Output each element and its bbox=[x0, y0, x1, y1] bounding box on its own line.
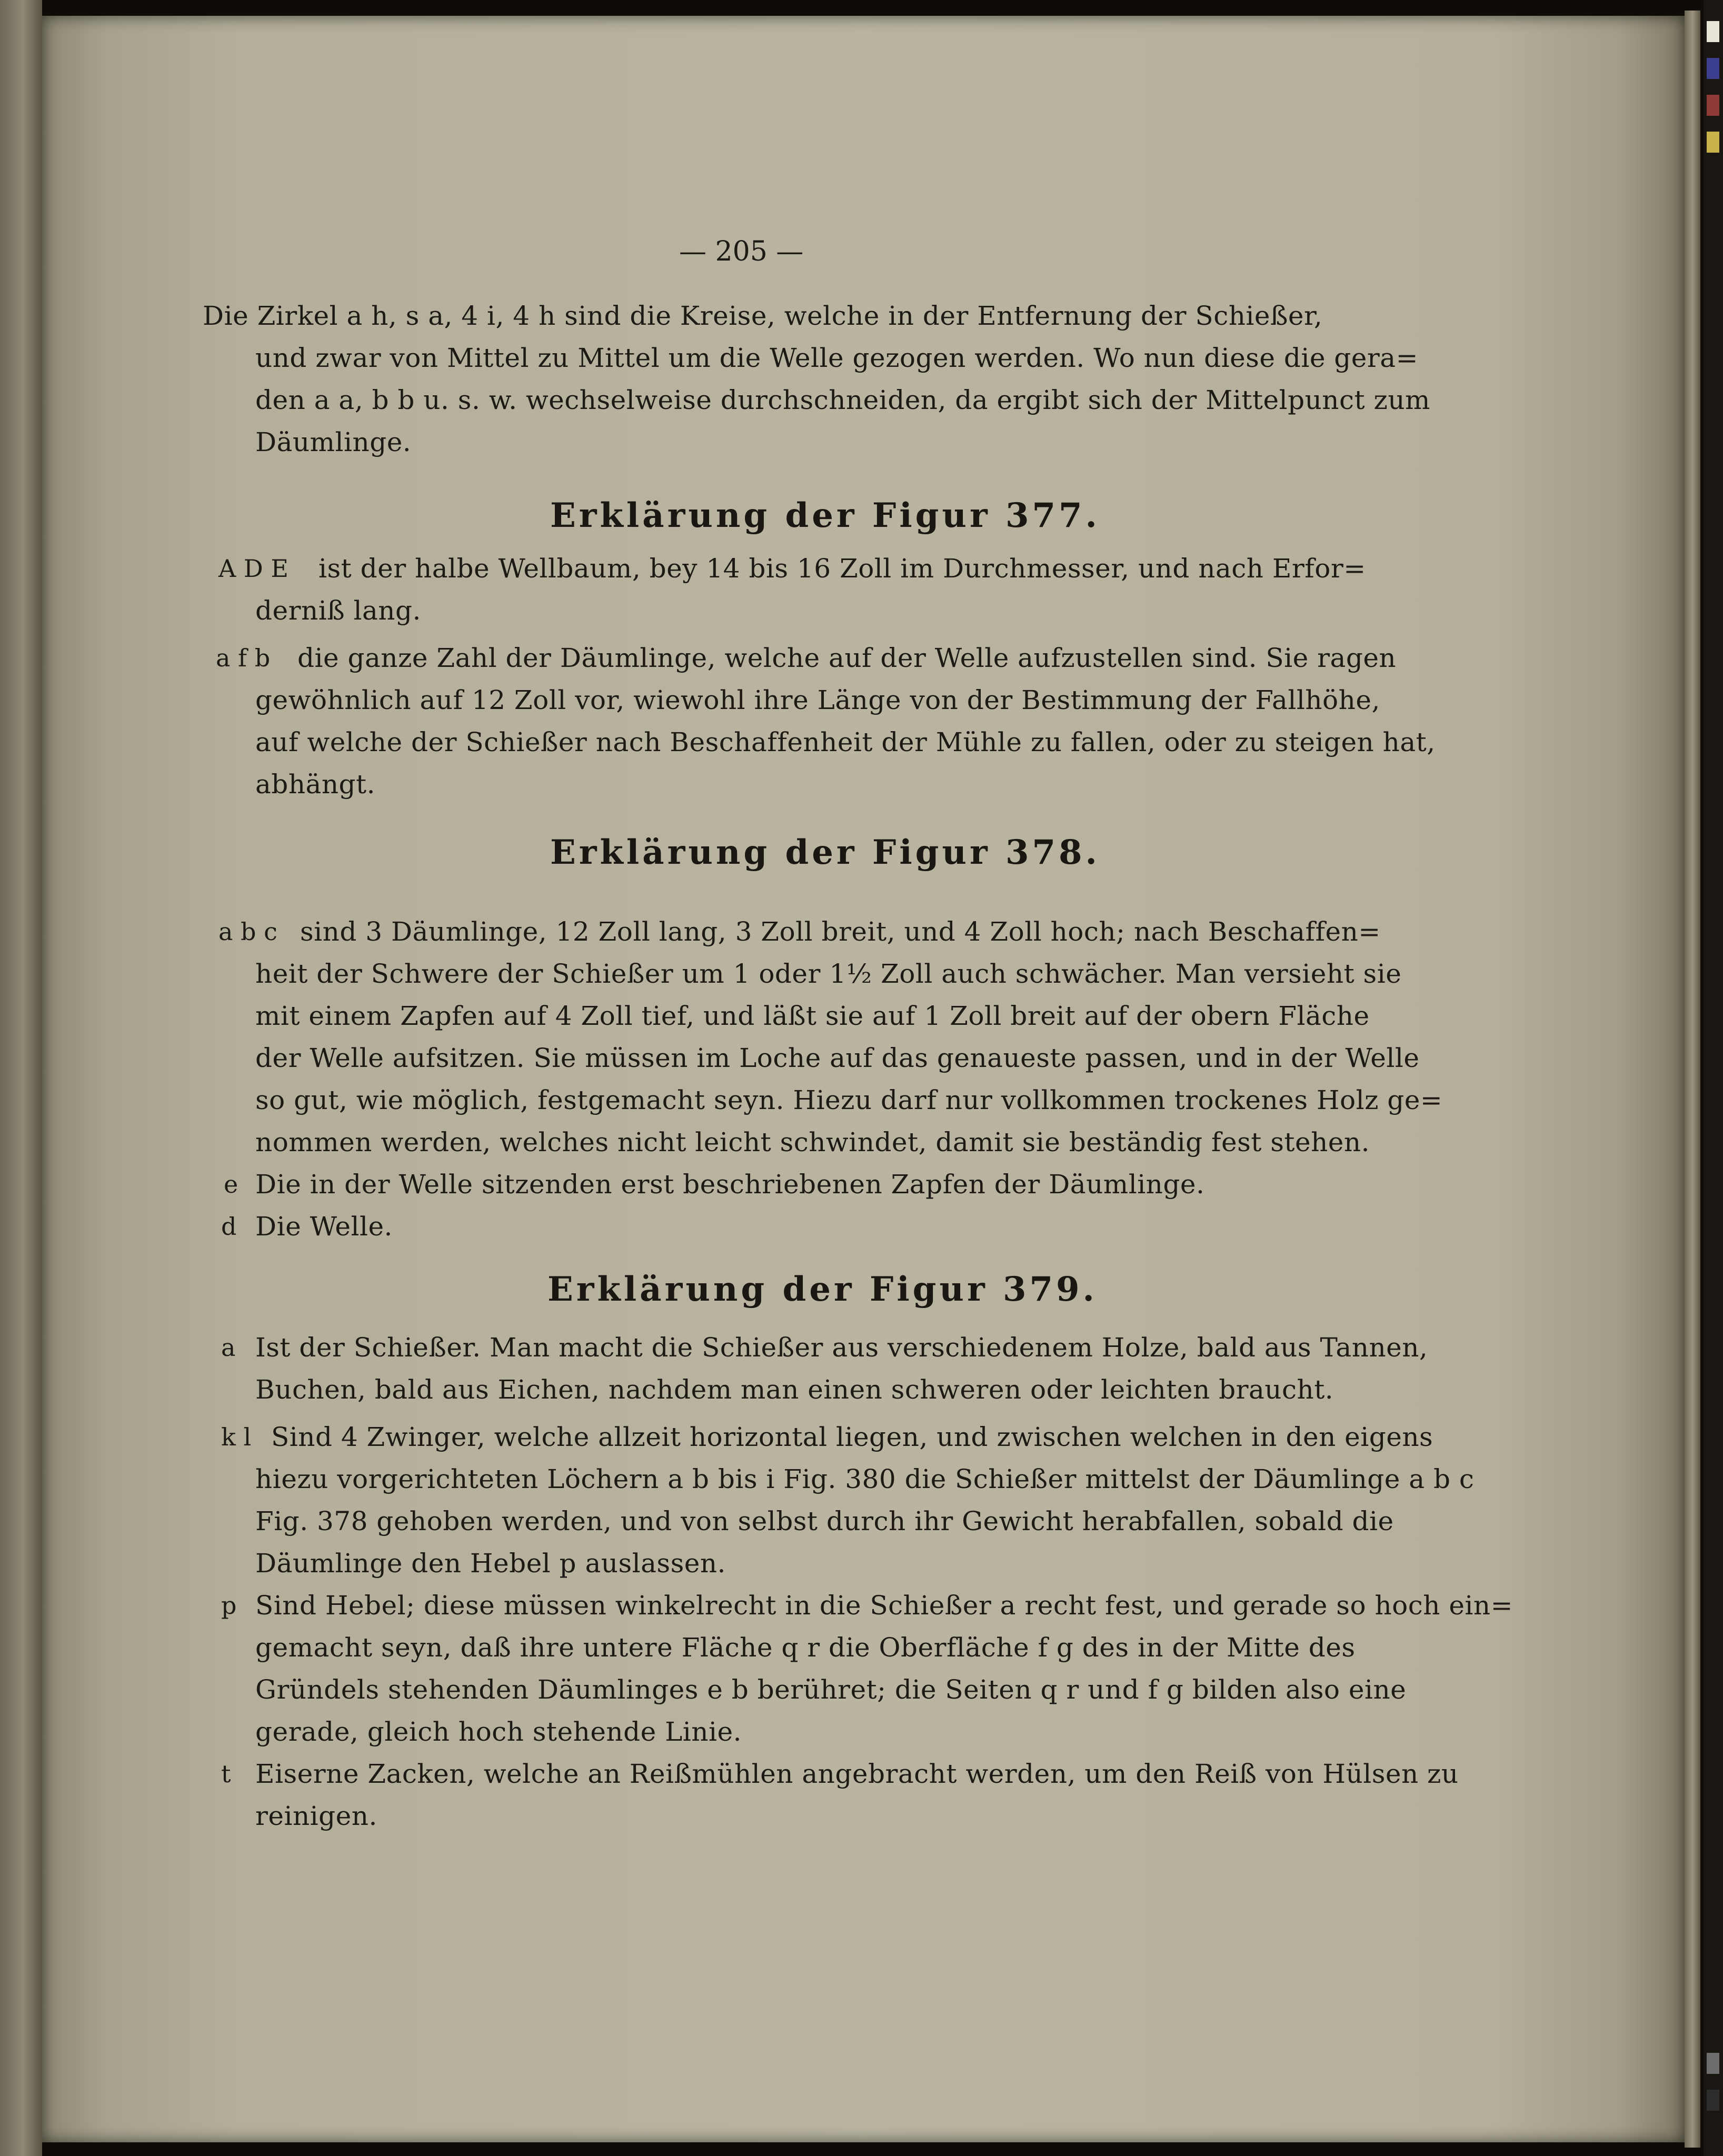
entry-line: die ganze Zahl der Däumlinge, welche auf der Welle aufzustellen sind. Sie ragen bbox=[297, 643, 1397, 673]
entry-label: a f b bbox=[216, 644, 271, 672]
entry-line: ist der halbe Wellbaum, bey 14 bis 16 Zoll im Durchmesser, und nach Erfor= bbox=[318, 553, 1366, 584]
entry-line: heit der Schwere der Schießer um 1 oder 1½ Zoll auch schwächer. Man versieht sie bbox=[255, 959, 1402, 989]
entry-line: gemacht seyn, daß ihre untere Fläche q r die Oberfläche f g des in der Mitte des bbox=[255, 1632, 1356, 1663]
intro-line: Däumlinge. bbox=[255, 427, 412, 457]
swatch-gray bbox=[1707, 2053, 1719, 2074]
entry-line: so gut, wie möglich, festgemacht seyn. Hiezu darf nur vollkommen trockenes Holz ge= bbox=[255, 1085, 1443, 1115]
entry-line: Die Welle. bbox=[255, 1211, 393, 1242]
entry-line: auf welche der Schießer nach Beschaffenheit der Mühle zu fallen, oder zu steigen hat, bbox=[255, 727, 1436, 757]
entry-line: hiezu vorgerichteten Löchern a b bis i Fig. 380 die Schießer mittelst der Däumlinge a b c bbox=[255, 1464, 1475, 1494]
page-number: — 205 — bbox=[679, 236, 804, 267]
section-heading: Erklärung der Figur 377. bbox=[550, 496, 1100, 535]
intro-line: Die Zirkel a h, s a, 4 i, 4 h sind die Kreise, welche in der Entfernung der Schießer, bbox=[203, 301, 1323, 331]
entry-line: sind 3 Däumlinge, 12 Zoll lang, 3 Zoll breit, und 4 Zoll hoch; nach Beschaffen= bbox=[300, 916, 1381, 947]
entry-line: reinigen. bbox=[255, 1801, 377, 1831]
color-calibration-strip bbox=[1704, 0, 1723, 2156]
entry-line: abhängt. bbox=[255, 769, 376, 800]
entry-line: nommen werden, welches nicht leicht schwindet, damit sie beständig fest stehen. bbox=[255, 1127, 1370, 1157]
swatch-blue bbox=[1707, 58, 1719, 79]
entry-label: A D E bbox=[218, 554, 288, 583]
swatch-black bbox=[1707, 2090, 1719, 2111]
entry-label: e bbox=[224, 1170, 238, 1199]
entry-line: derniß lang. bbox=[255, 595, 421, 626]
section-heading: Erklärung der Figur 378. bbox=[550, 833, 1100, 872]
previous-page-edge bbox=[0, 0, 42, 2156]
page-edge bbox=[1685, 11, 1700, 2148]
swatch-yellow bbox=[1707, 132, 1719, 153]
swatch-white bbox=[1707, 21, 1719, 42]
entry-line: Sind Hebel; diese müssen winkelrecht in die Schießer a recht fest, und gerade so hoch ein= bbox=[255, 1590, 1513, 1621]
entry-line: Buchen, bald aus Eichen, nachdem man einen schweren oder leichten braucht. bbox=[255, 1374, 1334, 1405]
entry-line: Sind 4 Zwinger, welche allzeit horizontal liegen, und zwischen welchen in den eigens bbox=[271, 1422, 1433, 1452]
entry-line: Die in der Welle sitzenden erst beschriebenen Zapfen der Däumlinge. bbox=[255, 1169, 1205, 1200]
entry-line: mit einem Zapfen auf 4 Zoll tief, und läßt sie auf 1 Zoll breit auf der obern Fläche bbox=[255, 1001, 1370, 1031]
entry-line: Eiserne Zacken, welche an Reißmühlen angebracht werden, um den Reiß von Hülsen zu bbox=[255, 1759, 1459, 1789]
entry-label: k l bbox=[221, 1423, 252, 1451]
section-heading: Erklärung der Figur 379. bbox=[547, 1270, 1098, 1309]
entry-line: der Welle aufsitzen. Sie müssen im Loche auf das genaueste passen, und in der Welle bbox=[255, 1043, 1420, 1073]
entry-line: Ist der Schießer. Man macht die Schießer aus verschiedenem Holze, bald aus Tannen, bbox=[255, 1332, 1428, 1363]
entry-line: Däumlinge den Hebel p auslassen. bbox=[255, 1548, 726, 1579]
intro-line: den a a, b b u. s. w. wechselweise durchschneiden, da ergibt sich der Mittelpunct zum bbox=[255, 385, 1430, 415]
entry-label: a bbox=[221, 1333, 236, 1362]
entry-label: d bbox=[221, 1212, 237, 1241]
entry-line: gerade, gleich hoch stehende Linie. bbox=[255, 1716, 742, 1747]
entry-label: p bbox=[221, 1591, 237, 1620]
swatch-red bbox=[1707, 95, 1719, 116]
entry-label: t bbox=[221, 1760, 231, 1788]
entry-label: a b c bbox=[218, 917, 277, 946]
intro-line: und zwar von Mittel zu Mittel um die Welle gezogen werden. Wo nun diese die gera= bbox=[255, 343, 1419, 373]
entry-line: Gründels stehenden Däumlinges e b berühret; die Seiten q r und f g bilden also eine bbox=[255, 1674, 1407, 1705]
entry-line: gewöhnlich auf 12 Zoll vor, wiewohl ihre Länge von der Bestimmung der Fallhöhe, bbox=[255, 685, 1380, 715]
entry-line: Fig. 378 gehoben werden, und von selbst durch ihr Gewicht herabfallen, sobald die bbox=[255, 1506, 1394, 1536]
